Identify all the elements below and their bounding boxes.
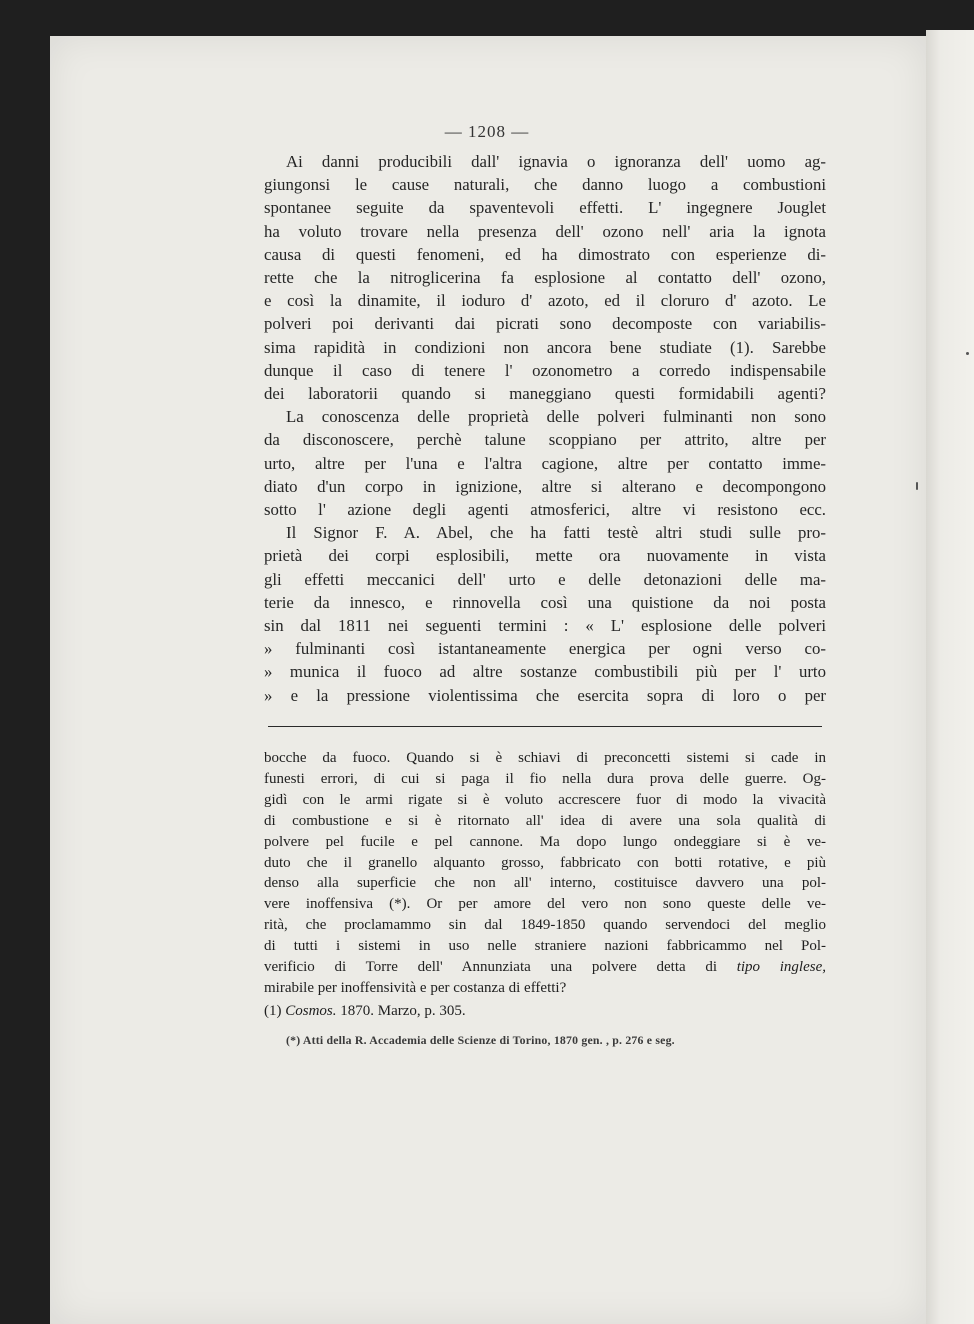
text-line: e così la dinamite, il ioduro d' azoto, ed il cloruro d' azoto. Le: [264, 291, 826, 311]
footnote-line-text: verificio di Torre dell' Annunziata una polvere detta di: [264, 959, 737, 976]
footnote-line: [264, 957, 826, 978]
text-line: urto, altre per l'una e l'altra cagione, altre per contatto imme-: [264, 453, 826, 473]
footnotes: [264, 748, 826, 1051]
scan-speck: [916, 482, 918, 490]
text-line: La conoscenza delle proprietà delle polveri fulminanti non sono: [286, 407, 826, 427]
text-line: prietà dei corpi esplosibili, mette ora nuovamente in vista: [264, 546, 826, 566]
text-line: » fulminanti così istantaneamente energica per ogni verso co-: [264, 639, 826, 659]
text-line: polveri poi derivanti dai picrati sono decomposte con variabilis-: [264, 314, 826, 334]
footnote-line: di tutti i sistemi in uso nelle straniere nazioni fabbricammo nel Pol-: [264, 938, 826, 955]
citation-source: Cosmos.: [285, 1002, 337, 1019]
text-line: diato d'un corpo in ignizione, altre si alterano e decompongono: [264, 476, 826, 496]
footnote-line: funesti errori, di cui si paga il fio nella dura prova delle guerre. Og-: [264, 770, 826, 787]
text-line: terie da innesco, e rinnovella così una quistione da noi posta: [264, 592, 826, 612]
scan-speck: [966, 352, 969, 355]
footnote-separator: [268, 726, 822, 727]
page-number: — 1208 —: [444, 122, 530, 141]
footnote-line: vere inoffensiva (*). Or per amore del vero non sono queste delle ve-: [264, 896, 826, 913]
text-line: da disconoscere, perchè talune scoppiano per attrito, altre per: [264, 430, 826, 450]
footnote-continued-text: [264, 748, 826, 999]
footnote-line: bocche da fuoco. Quando si è schiavi di preconcetti sistemi si cade in: [264, 750, 826, 766]
footnote-citation: [264, 1001, 826, 1022]
footnote-line: polvere pel fucile e pel cannone. Ma dopo lungo ondeggiare si è ve-: [264, 833, 826, 850]
text-line: ha voluto trovare nella presenza dell' ozono nell' aria la ignota: [264, 221, 826, 241]
text-line: Ai danni producibili dall' ignavia o ignoranza dell' uomo ag-: [286, 152, 826, 171]
text-line: giungonsi le cause naturali, che danno luogo a combustioni: [264, 175, 826, 195]
text-line: gli effetti meccanici dell' urto e delle detonazioni delle ma-: [264, 569, 826, 589]
footnote-line: gidì con le armi rigate si è voluto accrescere fuor di modo la vivacità: [264, 791, 826, 808]
text-line: causa di questi fenomeni, ed ha dimostrato con esperienze di-: [264, 244, 826, 264]
main-text: [264, 150, 826, 707]
footnote-line: rità, che proclamammo sin dal 1849-1850 quando servendoci del meglio: [264, 917, 826, 934]
text-line: » e la pressione violentissima che esercita sopra di loro o per: [264, 685, 826, 705]
citation-details: 1870. Marzo, p. 305.: [340, 1002, 466, 1019]
text-line: sima rapidità in condizioni non ancora bene studiate (1). Sarebbe: [264, 337, 826, 357]
italic-phrase: tipo inglese,: [736, 959, 826, 976]
footnote-line: mirabile per inoffensività e per costanza di effetti?: [264, 979, 567, 996]
footnote-star: (*) Atti della R. Accademia delle Scienze di Torino, 1870 gen. , p. 276 e seg.: [286, 1032, 675, 1047]
text-line: sotto l' azione degli agenti atmosferici, altre vi resistono ecc.: [264, 500, 826, 520]
footnote-line: denso alla superficie che non all' interno, costituisce davvero una pol-: [264, 875, 826, 892]
footnote-line: duto che il granello alquanto grosso, fabbricato con botti rotative, e più: [264, 854, 826, 871]
text-line: spontanee seguite da spaventevoli effetti. L' ingegnere Jouglet: [264, 198, 826, 218]
text-line: sin dal 1811 nei seguenti termini : « L' esplosione delle polveri: [264, 616, 826, 636]
text-line: dunque il caso di tenere l' ozonometro a corredo indispensabile: [264, 360, 826, 380]
text-line: rette che la nitroglicerina fa esplosione al contatto dell' ozono,: [264, 268, 826, 288]
page-edge: [926, 30, 974, 1324]
footnote-line: di combustione e si è ritornato all' idea di avere una sola qualità di: [264, 812, 826, 829]
text-line: dei laboratorii quando si maneggiano questi formidabili agenti?: [264, 384, 826, 404]
text-line: Il Signor F. A. Abel, che ha fatti testè altri studi sulle pro-: [286, 523, 826, 543]
citation-marker: (1): [264, 1002, 282, 1019]
text-line: » munica il fuoco ad altre sostanze combustibili più per l' urto: [264, 662, 826, 682]
